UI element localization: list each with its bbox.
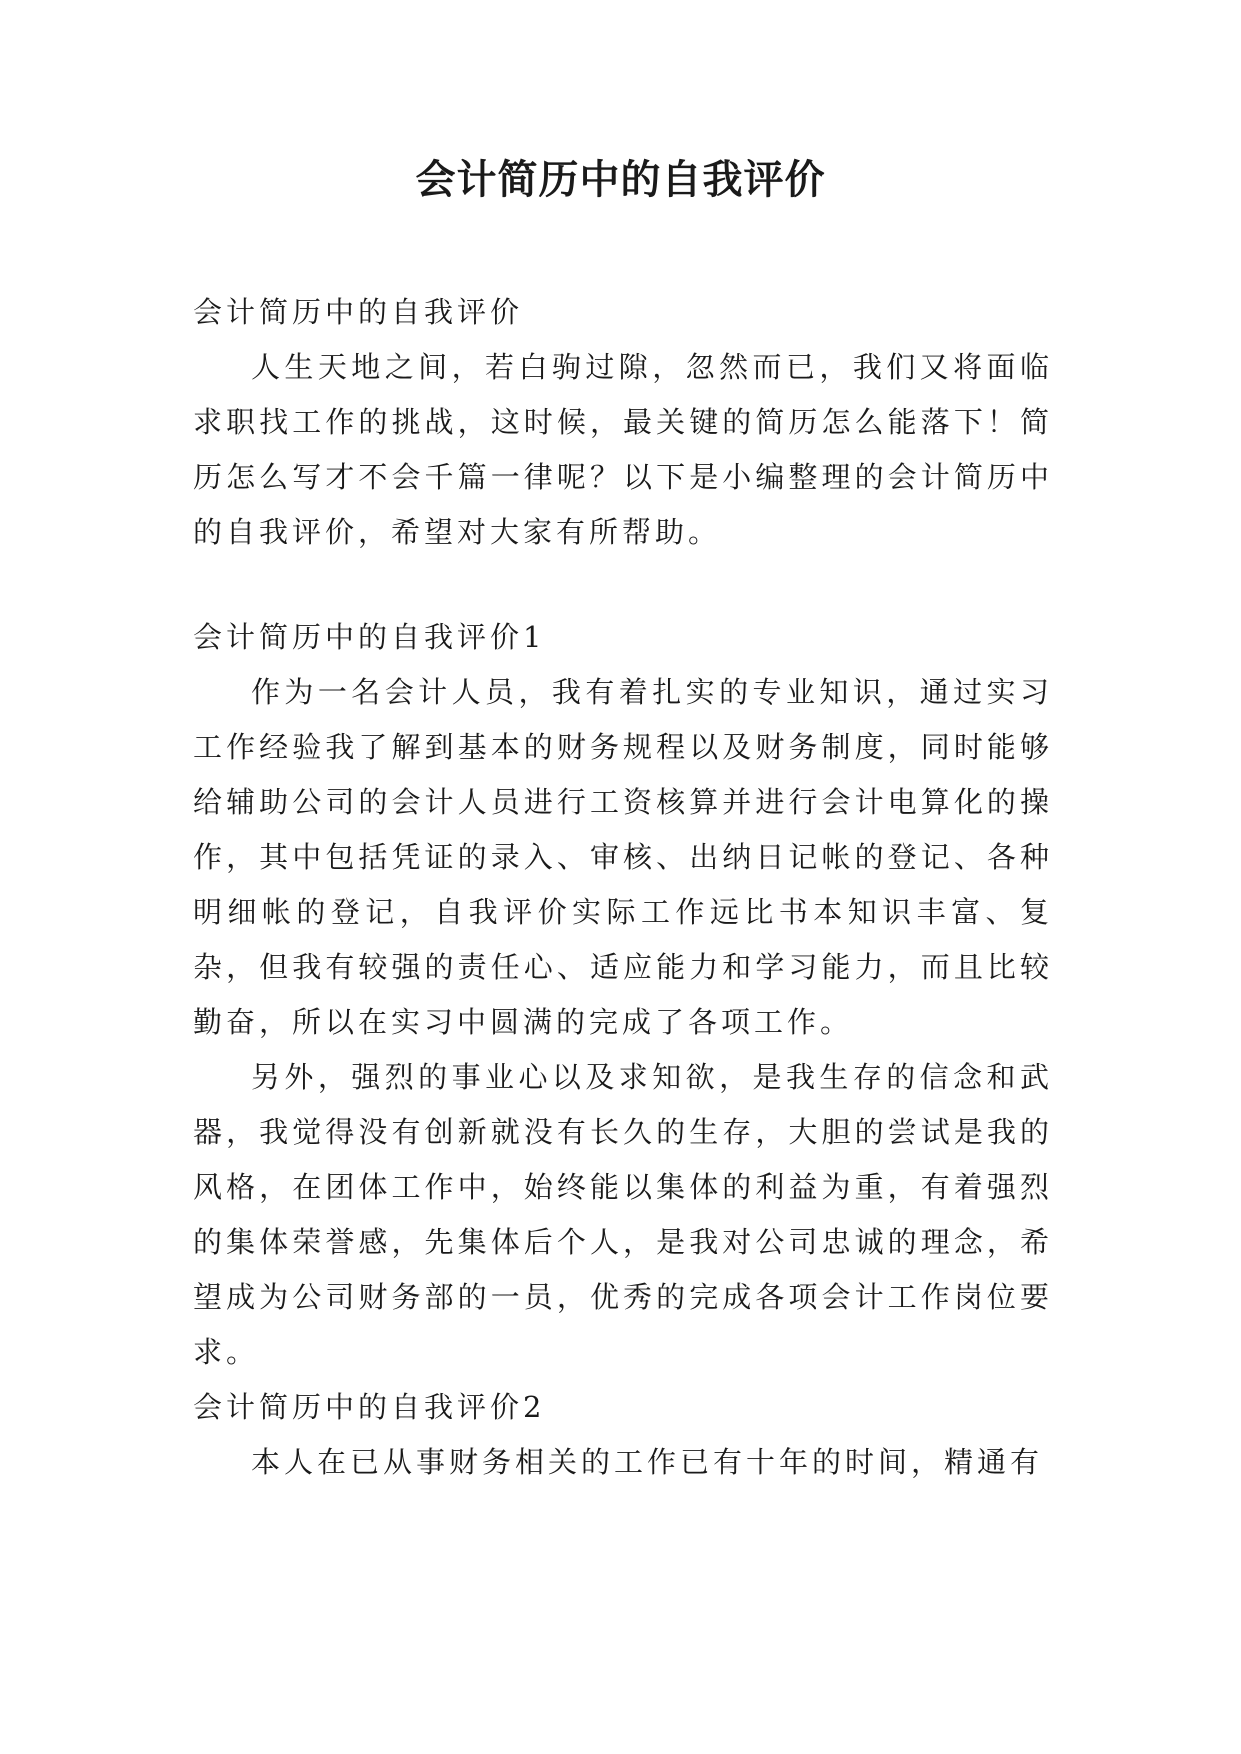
section-heading: 会计简历中的自我评价2	[193, 1390, 546, 1424]
section-paragraph: 另外，强烈的事业心以及求知欲，是我生存的信念和武器，我觉得没有创新就没有长久的生存，大胆的尝试是我的风格，在团体工作中，始终能以集体的利益为重，有着强烈的集体荣誉感，先集体后个人，是我对公司忠诚的理念，希望成为公司财务部的一员，优秀的完成各项会计工作岗位要求。	[193, 1060, 1053, 1369]
section-paragraph: 本人在已从事财务相关的工作已有十年的时间，精通有	[251, 1445, 1044, 1479]
intro-heading: 会计简历中的自我评价	[193, 295, 524, 329]
section-paragraph: 作为一名会计人员，我有着扎实的专业知识，通过实习工作经验我了解到基本的财务规程以及财务制度，同时能够给辅助公司的会计人员进行工资核算并进行会计电算化的操作，其中包括凭证的录入、审核、出纳日记帐的登记、各种明细帐的登记，自我评价实际工作远比书本知识丰富、复杂，但我有较强的责任心、适应能力和学习能力，而且比较勤奋，所以在实习中圆满的完成了各项工作。	[193, 675, 1053, 1039]
section-1	[193, 610, 1053, 1380]
document-title: 会计简历中的自我评价	[415, 157, 826, 203]
document-body	[193, 285, 1053, 1490]
section-2	[193, 1380, 1053, 1490]
section-heading: 会计简历中的自我评价1	[193, 620, 546, 654]
intro-paragraph: 人生天地之间，若白驹过隙，忽然而已，我们又将面临求职找工作的挑战，这时候，最关键的简历怎么能落下！简历怎么写才不会千篇一律呢？以下是小编整理的会计简历中的自我评价，希望对大家有所帮助。	[193, 350, 1053, 549]
